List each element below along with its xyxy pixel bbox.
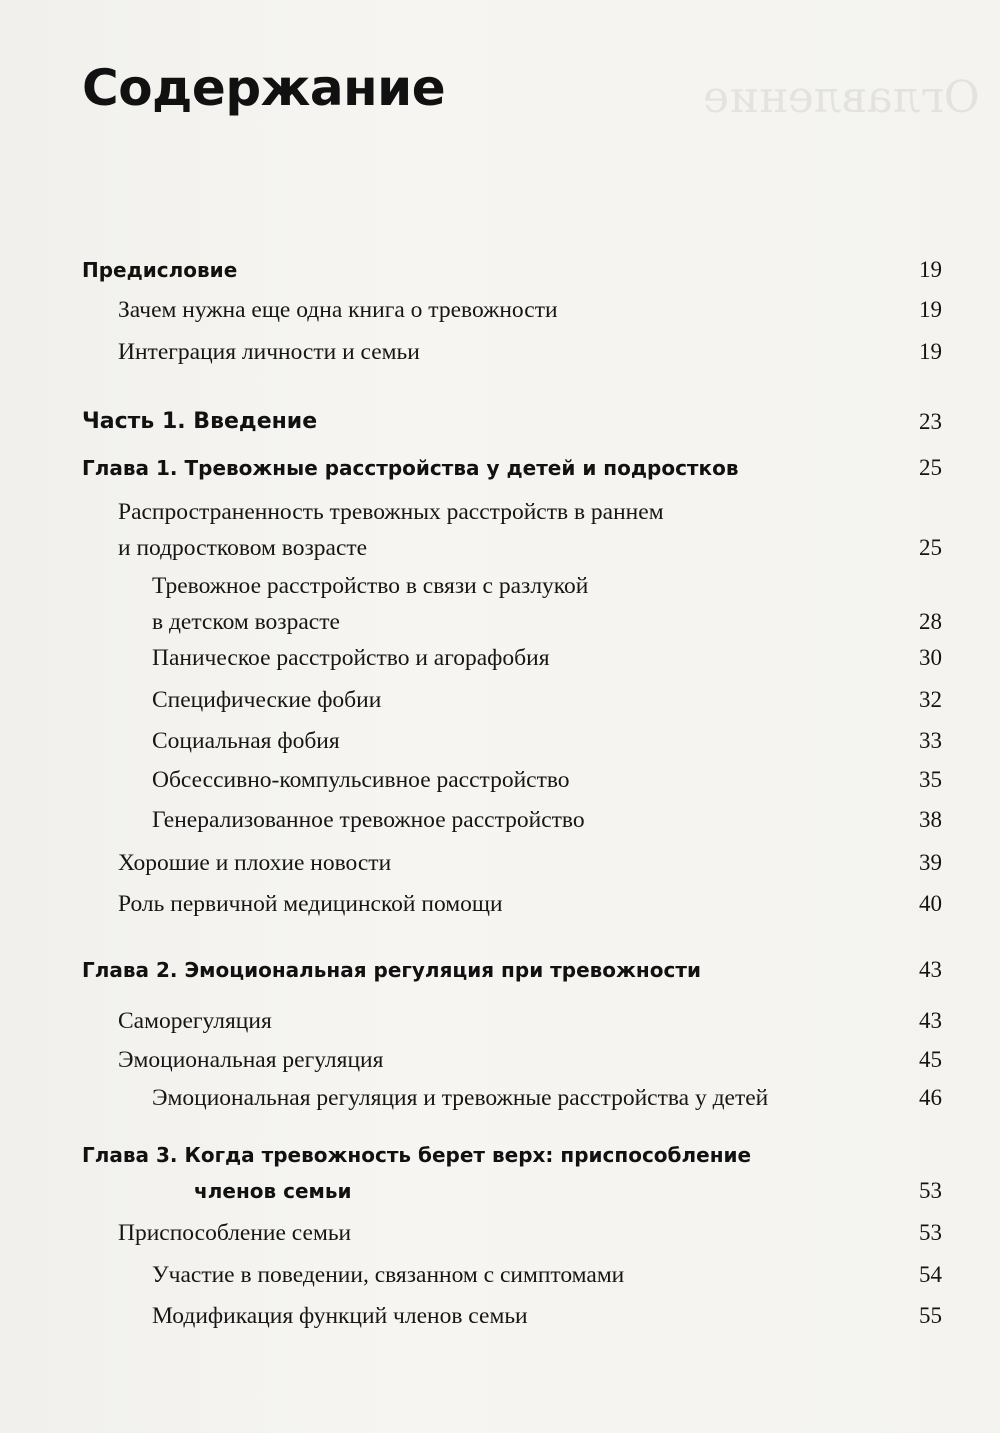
toc-page-number: 40 (919, 891, 942, 916)
toc-entry-title (82, 1137, 751, 1209)
toc-entry-line-1: Распространенность тревожных расстройств в раннем (118, 499, 664, 525)
toc-entry-title: Часть 1. Введение (82, 409, 318, 434)
toc-entry-title: Саморегуляция (118, 1008, 272, 1034)
toc-page-number: 43 (919, 957, 942, 982)
toc-page-number: 38 (919, 807, 942, 832)
toc-entry-title: Специфические фобии (152, 687, 382, 713)
toc-page-number: 39 (919, 850, 942, 875)
toc-entry-line-1: Тревожное расстройство в связи с разлукой (152, 573, 589, 599)
toc-entry-prevalence[interactable] (0, 494, 1000, 566)
toc-page-number: 46 (919, 1085, 942, 1110)
toc-page-number: 25 (919, 535, 942, 560)
toc-page-number: 53 (919, 1220, 942, 1245)
toc-entry-panic[interactable] (0, 638, 1000, 678)
toc-entry-title: Эмоциональная регуляция и тревожные расстройства у детей (152, 1085, 769, 1111)
toc-entry-social-phobia[interactable] (0, 721, 1000, 761)
toc-entry-title: Приспособление семьи (118, 1220, 352, 1246)
toc-entry-title (118, 494, 664, 566)
toc-entry-title: Модификация функций членов семьи (152, 1303, 528, 1329)
toc-entry-title: Паническое расстройство и агорафобия (152, 645, 550, 671)
toc-page-number: 54 (919, 1262, 942, 1287)
toc-entry-preface-integration[interactable] (0, 332, 1000, 372)
toc-entry-specific-phobias[interactable] (0, 680, 1000, 720)
toc-entry-ocd[interactable] (0, 760, 1000, 800)
toc-entry-title: Социальная фобия (152, 728, 340, 754)
toc-page-number: 43 (919, 1008, 942, 1033)
toc-entry-emotional-regulation[interactable] (0, 1040, 1000, 1080)
toc-entry-title: Зачем нужна еще одна книга о тревожности (118, 297, 558, 323)
toc-entry-preface-why[interactable] (0, 290, 1000, 330)
toc-entry-title: Глава 2. Эмоциональная регуляция при тревожности (82, 958, 701, 982)
toc-page-number: 19 (919, 257, 942, 282)
toc-entry-title: Интеграция личности и семьи (118, 339, 420, 365)
toc-page-number: 19 (919, 339, 942, 364)
toc-page-number: 28 (919, 609, 942, 634)
toc-entry-line-2: в детском возрасте (152, 609, 340, 635)
toc-entry-line-2: и подростковом возрасте (118, 535, 368, 561)
toc-page-number: 53 (919, 1178, 942, 1203)
toc-page-number: 35 (919, 767, 942, 792)
toc-page-number: 19 (919, 297, 942, 322)
toc-page-number: 25 (919, 455, 942, 480)
toc-entry-preface[interactable] (0, 250, 1000, 290)
toc-entry-emotional-regulation-children[interactable] (0, 1078, 1000, 1118)
toc-entry-gad[interactable] (0, 800, 1000, 840)
toc-entry-title: Роль первичной медицинской помощи (118, 891, 503, 917)
toc-entry-title: Глава 1. Тревожные расстройства у детей и подростков (82, 456, 739, 480)
toc-entry-title (152, 568, 588, 640)
toc-page-number: 30 (919, 645, 942, 670)
toc-entry-title: Участие в поведении, связанном с симптомами (152, 1262, 625, 1288)
toc-entry-chapter-1[interactable] (0, 448, 1000, 488)
toc-entry-title: Обсессивно-компульсивное расстройство (152, 767, 570, 793)
toc-entry-part-1[interactable] (0, 402, 1000, 442)
toc-page-number: 23 (919, 409, 942, 434)
toc-entry-line-2: членов семьи (194, 1179, 352, 1203)
toc-entry-good-bad-news[interactable] (0, 843, 1000, 883)
toc-entry-title: Предисловие (82, 258, 238, 282)
toc-entry-chapter-2[interactable] (0, 950, 1000, 990)
toc-entry-title: Генерализованное тревожное расстройство (152, 807, 585, 833)
toc-entry-separation[interactable] (0, 568, 1000, 640)
toc-entry-chapter-3[interactable] (0, 1137, 1000, 1209)
toc-entry-symptom-participation[interactable] (0, 1255, 1000, 1295)
toc-entry-family-accommodation[interactable] (0, 1213, 1000, 1253)
toc-entry-title: Эмоциональная регуляция (118, 1047, 384, 1073)
toc-entry-self-regulation[interactable] (0, 1001, 1000, 1041)
page-title: Содержание (82, 59, 446, 117)
bleed-through-text: Оглавление (703, 72, 980, 123)
toc-entry-function-modification[interactable] (0, 1296, 1000, 1336)
toc-entry-title: Хорошие и плохие новости (118, 850, 392, 876)
toc-page-number: 32 (919, 687, 942, 712)
toc-entry-line-1: Глава 3. Когда тревожность берет верх: приспособление (82, 1143, 752, 1167)
toc-page-number: 45 (919, 1047, 942, 1072)
toc-entry-primary-care[interactable] (0, 884, 1000, 924)
toc-page-number: 55 (919, 1303, 942, 1328)
toc-page-number: 33 (919, 728, 942, 753)
